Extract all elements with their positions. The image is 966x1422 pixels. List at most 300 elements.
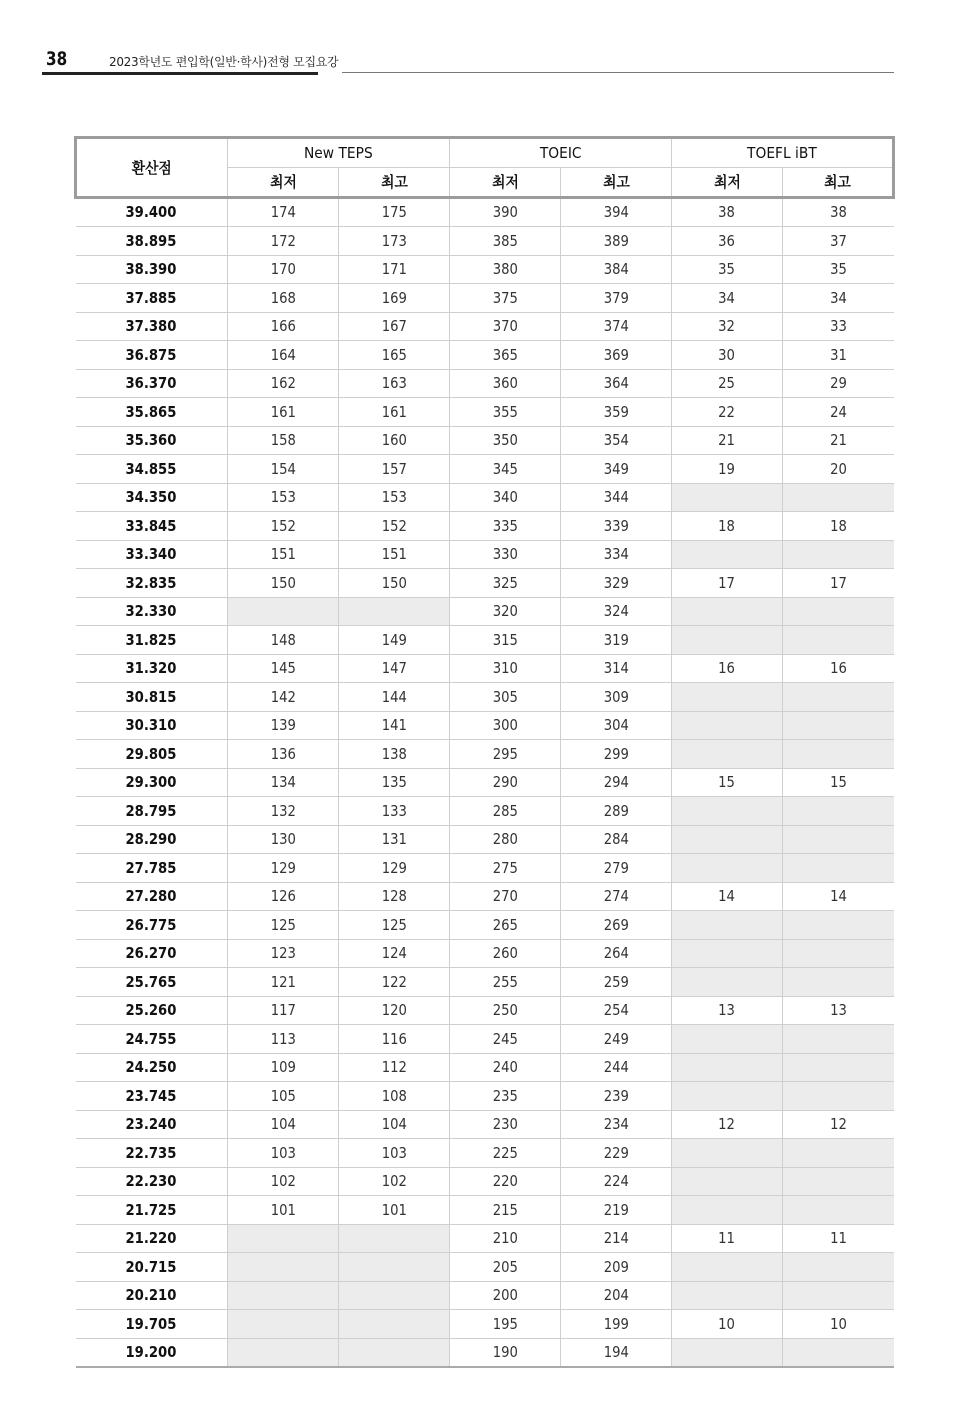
table-row (76, 797, 894, 826)
teps-min-cell (228, 1310, 339, 1339)
toefl-min-cell: 14 (672, 882, 783, 911)
table-row (76, 512, 894, 541)
toefl-max-cell: 11 (783, 1224, 894, 1253)
toeic-min-cell: 260 (450, 939, 561, 968)
toefl-min-cell: 32 (672, 312, 783, 341)
teps-max-cell: 157 (339, 455, 450, 484)
teps-min-cell: 102 (228, 1167, 339, 1196)
toeic-min-cell: 390 (450, 197, 561, 227)
toeic-max-cell: 319 (561, 626, 672, 655)
teps-max-cell: 153 (339, 483, 450, 512)
toefl-min-cell: 35 (672, 255, 783, 284)
teps-min-cell: 164 (228, 341, 339, 370)
toefl-min-cell (672, 1082, 783, 1111)
table-row (76, 483, 894, 512)
table-row (76, 227, 894, 256)
toefl-min-cell: 34 (672, 284, 783, 313)
teps-min-cell: 123 (228, 939, 339, 968)
score-cell: 23.745 (76, 1082, 228, 1111)
table-row (76, 312, 894, 341)
page-header (42, 44, 894, 78)
toefl-max-cell (783, 483, 894, 512)
teps-max-cell: 147 (339, 654, 450, 683)
teps-max-cell: 104 (339, 1110, 450, 1139)
toefl-min-cell: 25 (672, 369, 783, 398)
sub-header-max: 최고 (561, 168, 672, 198)
toeic-min-cell: 300 (450, 711, 561, 740)
teps-min-cell: 145 (228, 654, 339, 683)
score-cell: 33.845 (76, 512, 228, 541)
score-cell: 24.250 (76, 1053, 228, 1082)
toeic-max-cell: 259 (561, 968, 672, 997)
toefl-max-cell (783, 1196, 894, 1225)
toeic-min-cell: 215 (450, 1196, 561, 1225)
toefl-min-cell: 16 (672, 654, 783, 683)
teps-max-cell (339, 1338, 450, 1367)
table-row (76, 683, 894, 712)
table-row (76, 1338, 894, 1367)
toefl-min-cell (672, 1338, 783, 1367)
teps-min-cell: 150 (228, 569, 339, 598)
teps-max-cell: 102 (339, 1167, 450, 1196)
teps-min-cell: 117 (228, 996, 339, 1025)
teps-max-cell: 169 (339, 284, 450, 313)
score-cell: 28.290 (76, 825, 228, 854)
table-row (76, 996, 894, 1025)
teps-min-cell: 158 (228, 426, 339, 455)
teps-min-cell: 153 (228, 483, 339, 512)
toeic-min-cell: 325 (450, 569, 561, 598)
toefl-min-cell (672, 1253, 783, 1282)
toeic-max-cell: 234 (561, 1110, 672, 1139)
toeic-max-cell: 394 (561, 197, 672, 227)
toefl-min-cell: 22 (672, 398, 783, 427)
toeic-min-cell: 265 (450, 911, 561, 940)
header-rule-thin (342, 72, 894, 73)
toefl-max-cell (783, 540, 894, 569)
toefl-max-cell (783, 1281, 894, 1310)
teps-min-cell: 152 (228, 512, 339, 541)
teps-max-cell: 120 (339, 996, 450, 1025)
toeic-max-cell: 309 (561, 683, 672, 712)
toefl-max-cell: 21 (783, 426, 894, 455)
toeic-min-cell: 295 (450, 740, 561, 769)
toeic-min-cell: 200 (450, 1281, 561, 1310)
toefl-max-cell: 17 (783, 569, 894, 598)
toefl-min-cell: 30 (672, 341, 783, 370)
teps-max-cell: 122 (339, 968, 450, 997)
toeic-max-cell: 344 (561, 483, 672, 512)
sub-header-min: 최저 (672, 168, 783, 198)
toefl-max-cell: 18 (783, 512, 894, 541)
teps-min-cell: 126 (228, 882, 339, 911)
toefl-min-cell: 10 (672, 1310, 783, 1339)
teps-min-cell (228, 597, 339, 626)
score-cell: 20.715 (76, 1253, 228, 1282)
table-row (76, 1253, 894, 1282)
toefl-min-cell: 12 (672, 1110, 783, 1139)
toeic-max-cell: 279 (561, 854, 672, 883)
teps-min-cell: 148 (228, 626, 339, 655)
teps-min-cell (228, 1253, 339, 1282)
toefl-max-cell (783, 825, 894, 854)
toeic-max-cell: 369 (561, 341, 672, 370)
toeic-max-cell: 254 (561, 996, 672, 1025)
sub-header-min: 최저 (228, 168, 339, 198)
toeic-min-cell: 275 (450, 854, 561, 883)
teps-max-cell: 131 (339, 825, 450, 854)
score-cell: 38.390 (76, 255, 228, 284)
toeic-min-cell: 355 (450, 398, 561, 427)
teps-max-cell: 135 (339, 768, 450, 797)
toefl-max-cell (783, 854, 894, 883)
teps-max-cell: 165 (339, 341, 450, 370)
score-cell: 38.895 (76, 227, 228, 256)
table-row (76, 284, 894, 313)
score-cell: 34.350 (76, 483, 228, 512)
teps-min-cell: 109 (228, 1053, 339, 1082)
score-column-header: 환산점 (76, 138, 228, 198)
toeic-min-cell: 210 (450, 1224, 561, 1253)
toefl-max-cell: 33 (783, 312, 894, 341)
sub-header-min: 최저 (450, 168, 561, 198)
teps-min-cell: 130 (228, 825, 339, 854)
toefl-min-cell (672, 1281, 783, 1310)
toefl-min-cell (672, 740, 783, 769)
group-header-new-teps: New TEPS (228, 138, 450, 168)
teps-min-cell: 142 (228, 683, 339, 712)
toefl-max-cell: 16 (783, 654, 894, 683)
toefl-max-cell: 13 (783, 996, 894, 1025)
teps-min-cell: 168 (228, 284, 339, 313)
toeic-max-cell: 329 (561, 569, 672, 598)
toefl-min-cell: 13 (672, 996, 783, 1025)
teps-max-cell: 160 (339, 426, 450, 455)
teps-min-cell (228, 1224, 339, 1253)
teps-min-cell: 161 (228, 398, 339, 427)
toeic-min-cell: 330 (450, 540, 561, 569)
teps-min-cell: 121 (228, 968, 339, 997)
toefl-max-cell (783, 711, 894, 740)
toeic-max-cell: 289 (561, 797, 672, 826)
toefl-min-cell: 38 (672, 197, 783, 227)
score-cell: 20.210 (76, 1281, 228, 1310)
toeic-min-cell: 255 (450, 968, 561, 997)
toefl-min-cell: 19 (672, 455, 783, 484)
table-row (76, 426, 894, 455)
toefl-max-cell: 12 (783, 1110, 894, 1139)
table-row (76, 1110, 894, 1139)
teps-max-cell: 150 (339, 569, 450, 598)
toefl-max-cell (783, 597, 894, 626)
teps-max-cell (339, 1310, 450, 1339)
teps-min-cell: 170 (228, 255, 339, 284)
score-cell: 25.260 (76, 996, 228, 1025)
toefl-min-cell (672, 1025, 783, 1054)
teps-max-cell: 129 (339, 854, 450, 883)
score-cell: 19.705 (76, 1310, 228, 1339)
toeic-min-cell: 240 (450, 1053, 561, 1082)
toeic-max-cell: 339 (561, 512, 672, 541)
teps-max-cell: 161 (339, 398, 450, 427)
toefl-min-cell (672, 683, 783, 712)
document-title: 2023학년도 편입학(일반·학사)전형 모집요강 (109, 55, 339, 69)
toeic-min-cell: 360 (450, 369, 561, 398)
toefl-max-cell: 14 (783, 882, 894, 911)
toefl-max-cell: 20 (783, 455, 894, 484)
toeic-max-cell: 284 (561, 825, 672, 854)
page-number: 38 (46, 48, 68, 70)
table-row (76, 1082, 894, 1111)
toeic-max-cell: 264 (561, 939, 672, 968)
toefl-min-cell (672, 1196, 783, 1225)
table-row (76, 968, 894, 997)
teps-min-cell: 125 (228, 911, 339, 940)
toefl-max-cell (783, 1053, 894, 1082)
table-row (76, 1310, 894, 1339)
score-cell: 25.765 (76, 968, 228, 997)
score-cell: 36.370 (76, 369, 228, 398)
teps-min-cell (228, 1281, 339, 1310)
toefl-max-cell (783, 968, 894, 997)
toeic-max-cell: 219 (561, 1196, 672, 1225)
score-cell: 29.300 (76, 768, 228, 797)
teps-max-cell: 175 (339, 197, 450, 227)
toefl-min-cell (672, 797, 783, 826)
table-row (76, 1139, 894, 1168)
score-cell: 26.775 (76, 911, 228, 940)
teps-max-cell: 163 (339, 369, 450, 398)
toeic-max-cell: 269 (561, 911, 672, 940)
toeic-max-cell: 214 (561, 1224, 672, 1253)
toeic-min-cell: 340 (450, 483, 561, 512)
header-rule-thick (42, 72, 318, 75)
score-cell: 22.230 (76, 1167, 228, 1196)
teps-max-cell: 103 (339, 1139, 450, 1168)
toeic-max-cell: 379 (561, 284, 672, 313)
teps-min-cell: 154 (228, 455, 339, 484)
teps-max-cell: 116 (339, 1025, 450, 1054)
teps-min-cell: 151 (228, 540, 339, 569)
group-header-toeic: TOEIC (450, 138, 672, 168)
toefl-max-cell: 15 (783, 768, 894, 797)
table-row (76, 540, 894, 569)
toefl-min-cell: 11 (672, 1224, 783, 1253)
toeic-max-cell: 249 (561, 1025, 672, 1054)
toefl-max-cell (783, 797, 894, 826)
toeic-min-cell: 235 (450, 1082, 561, 1111)
score-cell: 33.340 (76, 540, 228, 569)
teps-max-cell: 133 (339, 797, 450, 826)
teps-max-cell: 151 (339, 540, 450, 569)
toeic-max-cell: 389 (561, 227, 672, 256)
table-row (76, 911, 894, 940)
toefl-max-cell (783, 1167, 894, 1196)
toeic-min-cell: 230 (450, 1110, 561, 1139)
toefl-max-cell (783, 939, 894, 968)
teps-min-cell: 132 (228, 797, 339, 826)
teps-max-cell: 141 (339, 711, 450, 740)
teps-max-cell (339, 1224, 450, 1253)
teps-max-cell (339, 1281, 450, 1310)
table-header (76, 138, 894, 198)
toeic-min-cell: 280 (450, 825, 561, 854)
toeic-max-cell: 194 (561, 1338, 672, 1367)
toeic-max-cell: 334 (561, 540, 672, 569)
teps-max-cell: 128 (339, 882, 450, 911)
toefl-max-cell (783, 1253, 894, 1282)
sub-header-max: 최고 (339, 168, 450, 198)
toeic-min-cell: 250 (450, 996, 561, 1025)
group-header-toefl-ibt: TOEFL iBT (672, 138, 894, 168)
toeic-max-cell: 274 (561, 882, 672, 911)
table-row (76, 398, 894, 427)
toeic-max-cell: 304 (561, 711, 672, 740)
teps-max-cell: 112 (339, 1053, 450, 1082)
score-cell: 26.270 (76, 939, 228, 968)
teps-min-cell: 103 (228, 1139, 339, 1168)
toeic-max-cell: 204 (561, 1281, 672, 1310)
table-row (76, 711, 894, 740)
table-row (76, 854, 894, 883)
toeic-min-cell: 380 (450, 255, 561, 284)
toefl-min-cell: 15 (672, 768, 783, 797)
score-cell: 36.875 (76, 341, 228, 370)
teps-max-cell: 108 (339, 1082, 450, 1111)
toeic-max-cell: 374 (561, 312, 672, 341)
table-row (76, 768, 894, 797)
table-row (76, 1224, 894, 1253)
teps-min-cell: 172 (228, 227, 339, 256)
teps-max-cell: 173 (339, 227, 450, 256)
toeic-min-cell: 245 (450, 1025, 561, 1054)
toefl-min-cell (672, 1139, 783, 1168)
toefl-max-cell: 24 (783, 398, 894, 427)
score-cell: 30.310 (76, 711, 228, 740)
toeic-max-cell: 244 (561, 1053, 672, 1082)
toeic-max-cell: 299 (561, 740, 672, 769)
toeic-min-cell: 315 (450, 626, 561, 655)
table-row (76, 740, 894, 769)
toeic-max-cell: 349 (561, 455, 672, 484)
table-row (76, 597, 894, 626)
toefl-min-cell (672, 483, 783, 512)
toeic-min-cell: 270 (450, 882, 561, 911)
toefl-min-cell: 21 (672, 426, 783, 455)
toeic-max-cell: 229 (561, 1139, 672, 1168)
toefl-min-cell: 17 (672, 569, 783, 598)
teps-min-cell: 139 (228, 711, 339, 740)
table-row (76, 569, 894, 598)
score-cell: 22.735 (76, 1139, 228, 1168)
score-conversion-table (74, 136, 895, 1368)
toefl-min-cell (672, 911, 783, 940)
toeic-min-cell: 305 (450, 683, 561, 712)
toefl-max-cell: 10 (783, 1310, 894, 1339)
table-row (76, 255, 894, 284)
table-row (76, 1053, 894, 1082)
toeic-min-cell: 195 (450, 1310, 561, 1339)
table-row (76, 882, 894, 911)
score-cell: 24.755 (76, 1025, 228, 1054)
table-row (76, 197, 894, 227)
toeic-min-cell: 320 (450, 597, 561, 626)
score-cell: 32.330 (76, 597, 228, 626)
score-cell: 30.815 (76, 683, 228, 712)
teps-max-cell: 152 (339, 512, 450, 541)
toeic-min-cell: 335 (450, 512, 561, 541)
teps-max-cell: 101 (339, 1196, 450, 1225)
toefl-min-cell (672, 540, 783, 569)
score-cell: 21.220 (76, 1224, 228, 1253)
table-row (76, 939, 894, 968)
score-cell: 31.320 (76, 654, 228, 683)
toefl-max-cell: 31 (783, 341, 894, 370)
toeic-max-cell: 314 (561, 654, 672, 683)
sub-header-max: 최고 (783, 168, 894, 198)
teps-max-cell: 149 (339, 626, 450, 655)
toeic-max-cell: 209 (561, 1253, 672, 1282)
toefl-max-cell (783, 1025, 894, 1054)
toeic-min-cell: 370 (450, 312, 561, 341)
toeic-min-cell: 310 (450, 654, 561, 683)
toefl-min-cell (672, 825, 783, 854)
table-row (76, 626, 894, 655)
teps-min-cell: 101 (228, 1196, 339, 1225)
toeic-max-cell: 239 (561, 1082, 672, 1111)
toeic-min-cell: 205 (450, 1253, 561, 1282)
table-row (76, 1025, 894, 1054)
toefl-min-cell (672, 854, 783, 883)
toefl-max-cell (783, 626, 894, 655)
toefl-max-cell (783, 911, 894, 940)
toeic-min-cell: 350 (450, 426, 561, 455)
teps-max-cell: 167 (339, 312, 450, 341)
score-cell: 39.400 (76, 197, 228, 227)
teps-min-cell: 162 (228, 369, 339, 398)
toefl-max-cell: 29 (783, 369, 894, 398)
score-cell: 34.855 (76, 455, 228, 484)
score-cell: 32.835 (76, 569, 228, 598)
toefl-max-cell (783, 1338, 894, 1367)
score-cell: 23.240 (76, 1110, 228, 1139)
toeic-min-cell: 375 (450, 284, 561, 313)
table-row (76, 1281, 894, 1310)
toeic-min-cell: 365 (450, 341, 561, 370)
teps-max-cell (339, 597, 450, 626)
toeic-min-cell: 385 (450, 227, 561, 256)
teps-max-cell (339, 1253, 450, 1282)
toeic-max-cell: 294 (561, 768, 672, 797)
toefl-min-cell: 36 (672, 227, 783, 256)
score-cell: 31.825 (76, 626, 228, 655)
toeic-max-cell: 324 (561, 597, 672, 626)
table-row (76, 1196, 894, 1225)
toefl-min-cell (672, 939, 783, 968)
score-cell: 37.380 (76, 312, 228, 341)
teps-min-cell: 105 (228, 1082, 339, 1111)
teps-min-cell: 134 (228, 768, 339, 797)
toefl-max-cell: 37 (783, 227, 894, 256)
teps-max-cell: 124 (339, 939, 450, 968)
teps-min-cell (228, 1338, 339, 1367)
teps-max-cell: 125 (339, 911, 450, 940)
toefl-min-cell (672, 597, 783, 626)
toeic-max-cell: 354 (561, 426, 672, 455)
score-cell: 19.200 (76, 1338, 228, 1367)
toeic-max-cell: 224 (561, 1167, 672, 1196)
toefl-min-cell (672, 968, 783, 997)
